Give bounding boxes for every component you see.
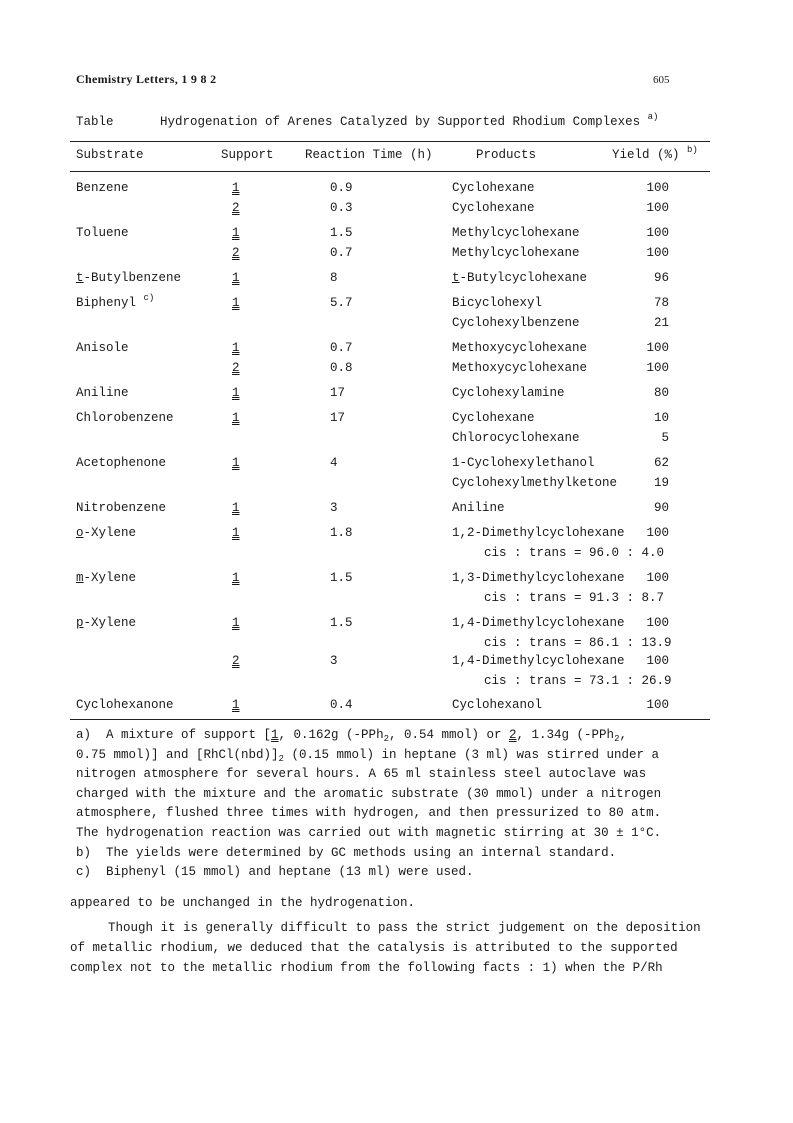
substrate-cell [76,615,136,631]
support-cell [232,525,240,541]
yield-value: 90 [653,501,669,515]
fa-l1-p5: , [619,728,627,742]
body-line-1: appeared to be unchanged in the hydrogenation. [70,896,416,910]
yield-cell [646,200,669,216]
support-number: 1 [232,226,240,240]
product-cell [452,270,587,286]
journal-header: Chemistry Letters, 1 9 8 2 [76,72,217,86]
reaction-time-value: 4 [330,456,338,470]
product-name: Cyclohexane [452,181,535,195]
footnote-a-text-1 [106,726,627,746]
substrate-name: Acetophenone [76,456,167,470]
reaction-time-value: 5.7 [330,296,353,310]
substrate-cell [76,697,174,713]
footnote-a-line-6 [76,824,736,844]
support-cell [232,340,240,356]
yield-cell [646,525,669,541]
substrate-name: Anisole [76,341,129,355]
product-cell [452,225,580,241]
yield-value: 10 [653,411,669,425]
substrate-name: -Xylene [83,526,137,540]
footnote-a-line-5 [76,804,736,824]
support-number: 1 [232,271,240,285]
support-cell [232,295,240,311]
yield-cell [654,500,669,516]
support-number: 2 [232,361,240,375]
isomer-ratio-text: cis : trans = 91.3 : 8.7 [484,591,665,605]
yield-cell [646,697,669,713]
product-cell [452,385,565,401]
substrate-name: Cyclohexanone [76,698,174,712]
substrate-name: Chlorobenzene [76,411,174,425]
product-cell [452,360,587,376]
footnote-a-text-4: charged with the mixture and the aromatic substrate (30 mmol) under a nitrogen [76,786,662,801]
substrate-cell [76,455,166,471]
yield-cell [654,385,669,401]
support-cell [232,615,240,631]
reaction-time-cell [330,245,353,261]
product-name: 1,4-Dimethylcyclohexane [452,654,625,668]
yield-value: 19 [653,476,669,490]
reaction-time-value: 1.8 [330,526,353,540]
substrate-name: -Butylbenzene [83,271,182,285]
footnote-a-line-3 [76,765,736,785]
isomer-ratio-text: cis : trans = 96.0 : 4.0 [484,546,665,560]
reaction-time-value: 17 [330,386,346,400]
col-reaction-time: Reaction Time (h) [305,148,433,162]
yield-value: 100 [646,654,669,668]
product-cell [452,475,617,491]
substrate-name: Benzene [76,181,129,195]
substrate-cell [76,295,154,311]
reaction-time-cell [330,615,353,631]
footnote-b [76,844,736,864]
product-name: Cyclohexylmethylketone [452,476,618,490]
yield-cell [654,475,669,491]
yield-cell [646,615,669,631]
product-name: Bicyclohexyl [452,296,543,310]
col-products: Products [476,148,537,162]
body-line-4: complex not to the metallic rhodium from the following facts : 1) when the P/Rh [70,961,663,975]
reaction-time-value: 0.3 [330,201,353,215]
yield-cell [654,410,669,426]
fa-l1-s1: 1 [271,728,279,742]
table-title-text: Hydrogenation of Arenes Catalyzed by Supported Rhodium Complexes [160,115,641,129]
reaction-time-cell [330,180,353,196]
support-cell [232,500,240,516]
yield-value: 100 [646,571,669,585]
fa-l1-sub2: 2 [614,734,620,744]
reaction-time-cell [330,410,345,426]
reaction-time-cell [330,295,353,311]
reaction-time-cell [330,270,338,286]
product-name: 1-Cyclohexylethanol [452,456,595,470]
support-cell [232,270,240,286]
yield-cell [654,270,669,286]
product-prefix: t [452,271,460,285]
yield-cell [654,295,669,311]
footnote-a-text-6: The hydrogenation reaction was carried out with magnetic stirring at 30 ± 1°C. [76,825,662,840]
reaction-time-value: 0.9 [330,181,353,195]
support-cell [232,225,240,241]
yield-cell [646,653,669,669]
yield-value: 100 [646,698,669,712]
product-cell [452,500,505,516]
yield-value: 96 [653,271,669,285]
isomer-ratio-cell [484,673,672,689]
substrate-note: c) [143,293,155,303]
substrate-cell [76,570,136,586]
product-name: 1,3-Dimethylcyclohexane [452,571,625,585]
reaction-time-cell [330,360,353,376]
substrate-name: Nitrobenzene [76,501,167,515]
isomer-ratio-cell [484,635,672,651]
yield-value: 100 [646,201,669,215]
product-cell [452,615,625,631]
reaction-time-value: 8 [330,271,338,285]
reaction-time-cell [330,525,353,541]
body-paragraph [70,893,730,978]
support-cell [232,410,240,426]
support-number: 1 [232,411,240,425]
yield-cell [661,430,669,446]
reaction-time-value: 1.5 [330,571,353,585]
product-name: Chlorocyclohexane [452,431,580,445]
product-cell [452,430,580,446]
support-cell [232,245,240,261]
col-substrate: Substrate [76,148,144,162]
page-number: 605 [653,74,670,86]
support-number: 2 [232,654,240,668]
substrate-name: Aniline [76,386,129,400]
yield-cell [646,570,669,586]
yield-cell [654,455,669,471]
support-number: 1 [232,526,240,540]
product-cell [452,180,535,196]
product-cell [452,315,580,331]
substrate-cell [76,525,136,541]
table-title-note: a) [647,112,659,122]
product-cell [452,455,595,471]
substrate-prefix: m [76,571,84,585]
yield-value: 100 [646,341,669,355]
footnote-c-text: Biphenyl (15 mmol) and heptane (13 ml) were used. [106,865,474,880]
product-name: Methylcyclohexane [452,246,580,260]
footnote-a-line-4 [76,785,736,805]
substrate-prefix: t [76,271,84,285]
yield-cell [646,360,669,376]
substrate-name: Biphenyl [76,296,137,310]
reaction-time-value: 3 [330,654,338,668]
substrate-name: -Xylene [83,571,137,585]
support-cell [232,653,240,669]
product-cell [452,653,625,669]
col-support: Support [221,148,274,162]
col-yield-note: b) [687,145,698,155]
product-name: 1,4-Dimethylcyclohexane [452,616,625,630]
substrate-prefix: o [76,526,84,540]
reaction-time-cell [330,500,338,516]
footnote-a-text-5: atmosphere, flushed three times with hydrogen, and then pressurized to 80 atm. [76,806,662,821]
support-number: 2 [232,246,240,260]
fa-l2-sub: 2 [278,753,284,764]
footnote-a-line-2 [76,746,736,766]
reaction-time-value: 17 [330,411,346,425]
product-name: Cyclohexylamine [452,386,565,400]
reaction-time-cell [330,340,353,356]
product-name: Cyclohexanol [452,698,543,712]
yield-cell [646,180,669,196]
footnote-c-label: c) [76,865,92,880]
col-yield-text: Yield (%) [612,148,680,162]
substrate-cell [76,385,129,401]
yield-cell [654,315,669,331]
fa-l2-p1: 0.75 mmol)] and [RhCl(nbd)] [76,747,279,762]
product-cell [452,697,542,713]
product-cell [452,570,625,586]
substrate-name: Toluene [76,226,129,240]
yield-value: 100 [646,361,669,375]
support-number: 1 [232,181,240,195]
product-name: Aniline [452,501,505,515]
support-cell [232,200,240,216]
product-cell [452,410,535,426]
yield-value: 100 [646,246,669,260]
reaction-time-value: 3 [330,501,338,515]
body-line-3: of metallic rhodium, we deduced that the catalysis is attributed to the supported [70,941,678,955]
support-number: 1 [232,698,240,712]
table-footnotes [76,726,736,883]
support-cell [232,180,240,196]
yield-value: 100 [646,181,669,195]
reaction-time-value: 1.5 [330,616,353,630]
reaction-time-cell [330,570,353,586]
yield-value: 78 [653,296,669,310]
fa-l1-sub1: 2 [383,734,389,744]
support-number: 1 [232,296,240,310]
product-cell [452,245,580,261]
product-name: Methylcyclohexane [452,226,580,240]
isomer-ratio-cell [484,545,664,561]
substrate-cell [76,500,166,516]
support-number: 1 [232,456,240,470]
reaction-time-cell [330,455,338,471]
support-number: 1 [232,386,240,400]
substrate-cell [76,340,129,356]
table-label: Table [76,115,114,129]
fa-l2-p2: (0.15 mmol) in heptane (3 ml) was stirred under a [283,747,660,762]
substrate-name: -Xylene [83,616,137,630]
yield-value: 100 [646,526,669,540]
footnote-a-text-3: nitrogen atmosphere for several hours. A 65 ml stainless steel autoclave was [76,767,647,782]
reaction-time-cell [330,385,345,401]
product-cell [452,295,542,311]
substrate-prefix: p [76,616,84,630]
support-cell [232,385,240,401]
reaction-time-value: 0.7 [330,341,353,355]
product-name: 1,2-Dimethylcyclohexane [452,526,625,540]
support-number: 1 [232,341,240,355]
footnote-b-text: The yields were determined by GC methods using an internal standard. [106,845,617,860]
reaction-time-cell [330,225,353,241]
isomer-ratio-text: cis : trans = 73.1 : 26.9 [484,674,672,688]
reaction-time-cell [330,200,353,216]
product-name: Cyclohexylbenzene [452,316,580,330]
product-name: Methoxycyclohexane [452,341,588,355]
fa-l1-p2: , 0.162g (-PPh [278,728,384,742]
yield-cell [646,245,669,261]
reaction-time-cell [330,697,353,713]
footnote-a-line-1 [76,726,736,746]
yield-value: 21 [653,316,669,330]
isomer-ratio-text: cis : trans = 86.1 : 13.9 [484,636,672,650]
table-bottom-rule [70,719,710,720]
support-number: 2 [232,201,240,215]
product-name: Cyclohexane [452,411,535,425]
fa-l1-s2: 2 [509,728,517,742]
product-name: Cyclohexane [452,201,535,215]
fa-l1-p1: A mixture of support [ [106,728,272,742]
product-name: -Butylcyclohexane [459,271,588,285]
support-number: 1 [232,501,240,515]
product-cell [452,200,535,216]
substrate-cell [76,410,174,426]
support-cell [232,697,240,713]
yield-value: 100 [646,616,669,630]
product-cell [452,525,625,541]
footnote-a-text-2 [76,746,659,766]
reaction-time-value: 0.7 [330,246,353,260]
yield-cell [646,225,669,241]
reaction-time-value: 0.4 [330,698,353,712]
support-cell [232,455,240,471]
substrate-cell [76,180,129,196]
reaction-time-value: 1.5 [330,226,353,240]
footnote-a-label: a) [76,728,92,742]
yield-value: 5 [661,431,669,445]
support-number: 1 [232,571,240,585]
fa-l1-p3: , 0.54 mmol) or [388,728,510,742]
yield-value: 100 [646,226,669,240]
substrate-cell [76,225,129,241]
support-number: 1 [232,616,240,630]
yield-value: 62 [653,456,669,470]
yield-cell [646,340,669,356]
footnote-b-label: b) [76,845,92,860]
reaction-time-cell [330,653,338,669]
yield-value: 80 [653,386,669,400]
substrate-cell [76,270,181,286]
support-cell [232,570,240,586]
product-name: Methoxycyclohexane [452,361,588,375]
footnote-c [76,863,736,883]
fa-l1-p4: , 1.34g (-PPh [516,728,615,742]
body-line-2: Though it is generally difficult to pass the strict judgement on the deposition [108,921,701,935]
support-cell [232,360,240,376]
isomer-ratio-cell [484,590,664,606]
reaction-time-value: 0.8 [330,361,353,375]
product-cell [452,340,587,356]
